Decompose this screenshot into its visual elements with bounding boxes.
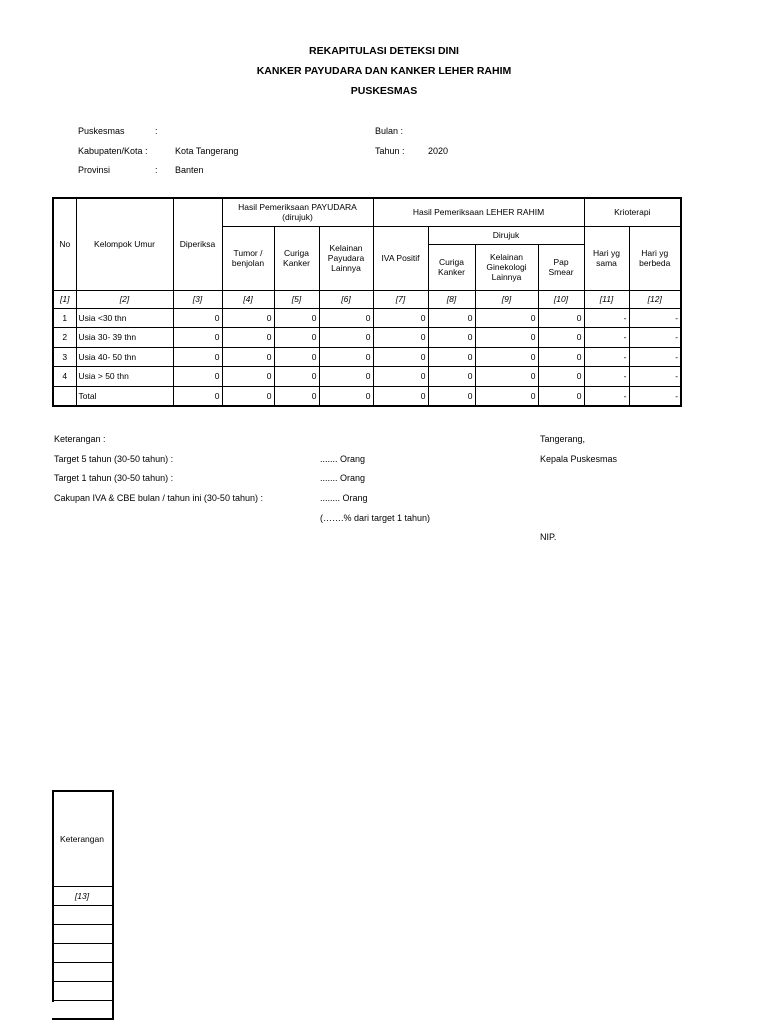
col-number: [11] <box>584 290 629 308</box>
row-cell: 0 <box>538 347 584 367</box>
header-krioterapi: Krioterapi <box>584 198 681 226</box>
row-cell: 0 <box>428 347 475 367</box>
keterangan-table <box>52 790 114 1020</box>
row-cell: 0 <box>222 386 274 406</box>
header-leher-rahim: Hasil Pemeriksaan LEHER RAHIM <box>373 198 584 226</box>
row-cell: 0 <box>475 386 538 406</box>
col-number: [9] <box>475 290 538 308</box>
keterangan-cell <box>52 1000 113 1019</box>
keterangan-row <box>52 1000 113 1019</box>
row-label: Usia > 50 thn <box>76 367 173 387</box>
rekap-table <box>52 197 682 407</box>
row-cell: 0 <box>274 308 319 328</box>
row-label: Usia <30 thn <box>76 308 173 328</box>
cakupan-label: Cakupan IVA & CBE bulan / tahun ini (30-50 tahun) : <box>54 493 263 503</box>
kabupaten-label: Kabupaten/Kota : <box>78 146 148 156</box>
signature-title: Kepala Puskesmas <box>540 454 618 464</box>
row-cell: 0 <box>222 347 274 367</box>
row-cell: - <box>584 367 629 387</box>
row-cell: - <box>629 328 681 348</box>
header-kelompok-umur: Kelompok Umur <box>76 198 173 290</box>
header-payudara: Hasil Pemeriksaan PAYUDARA (dirujuk) <box>222 198 373 226</box>
row-cell: 0 <box>173 328 222 348</box>
row-cell: 0 <box>373 308 428 328</box>
keterangan-row <box>52 905 113 924</box>
signature-city: Tangerang, <box>540 434 586 444</box>
puskesmas-colon: : <box>155 126 158 136</box>
title-line-3: PUSKESMAS <box>350 85 418 97</box>
tahun-value: 2020 <box>428 146 449 156</box>
row-cell: 0 <box>319 386 373 406</box>
row-label: Usia 40- 50 thn <box>76 347 173 367</box>
keterangan-cell <box>52 962 113 981</box>
col-number: [3] <box>173 290 222 308</box>
row-cell: 0 <box>222 328 274 348</box>
puskesmas-label: Puskesmas <box>78 126 125 136</box>
header-hari-berbeda: Hari yg berbeda <box>629 226 681 290</box>
keterangan-row <box>52 981 113 1000</box>
header-kelainan-payudara: Kelainan Payudara Lainnya <box>319 226 373 290</box>
row-cell: 0 <box>319 328 373 348</box>
header-diperiksa: Diperiksa <box>173 198 222 290</box>
row-cell: 0 <box>538 367 584 387</box>
header-curiga-kanker-payudara: Curiga Kanker <box>274 226 319 290</box>
keterangan-row <box>52 943 113 962</box>
header-kelainan-ginekologi: Kelainan Ginekologi Lainnya <box>475 244 538 290</box>
row-cell: 0 <box>173 367 222 387</box>
row-cell: 0 <box>173 347 222 367</box>
header-no: No <box>53 198 76 290</box>
keterangan-header: Keterangan <box>52 791 113 886</box>
signature-nip: NIP. <box>540 532 557 542</box>
keterangan-col-number: [13] <box>52 886 113 905</box>
keterangan-cell <box>52 924 113 943</box>
col-number: [8] <box>428 290 475 308</box>
row-cell: 0 <box>428 367 475 387</box>
header-dirujuk: Dirujuk <box>428 226 584 244</box>
keterangan-cell <box>52 981 113 1000</box>
provinsi-value: Banten <box>175 165 204 175</box>
row-label: Total <box>76 386 173 406</box>
row-cell: 0 <box>538 386 584 406</box>
row-cell: 0 <box>428 308 475 328</box>
row-cell: 0 <box>475 367 538 387</box>
row-cell: 0 <box>475 347 538 367</box>
row-cell: - <box>629 347 681 367</box>
row-cell: 0 <box>373 347 428 367</box>
row-cell: 0 <box>274 328 319 348</box>
table-row <box>53 347 681 367</box>
bulan-label: Bulan : <box>375 126 404 136</box>
keterangan-row <box>52 924 113 943</box>
col-number: [4] <box>222 290 274 308</box>
row-no: 2 <box>53 328 76 348</box>
row-label: Usia 30- 39 thn <box>76 328 173 348</box>
col-number: [2] <box>76 290 173 308</box>
target1-label: Target 1 tahun (30-50 tahun) : <box>54 473 174 483</box>
row-no: 4 <box>53 367 76 387</box>
header-hari-sama: Hari yg sama <box>584 226 629 290</box>
row-cell: 0 <box>319 347 373 367</box>
column-number-row <box>53 290 681 308</box>
keterangan-left-border <box>52 790 54 1002</box>
persen-note: (…….% dari target 1 tahun) <box>320 513 431 523</box>
row-cell: 0 <box>274 386 319 406</box>
row-cell: - <box>584 386 629 406</box>
row-cell: 0 <box>319 367 373 387</box>
keterangan-cell <box>52 943 113 962</box>
keterangan-row <box>52 962 113 981</box>
provinsi-colon: : <box>155 165 158 175</box>
header-iva-positif: IVA Positif <box>373 226 428 290</box>
row-cell: 0 <box>475 308 538 328</box>
header-curiga-kanker-leher: Curiga Kanker <box>428 244 475 290</box>
row-cell: 0 <box>538 308 584 328</box>
target1-value: ....... Orang <box>320 473 366 483</box>
row-cell: - <box>629 367 681 387</box>
row-cell: - <box>584 347 629 367</box>
row-cell: 0 <box>538 328 584 348</box>
col-number: [7] <box>373 290 428 308</box>
table-row <box>53 308 681 328</box>
col-number: [6] <box>319 290 373 308</box>
tahun-label: Tahun : <box>375 146 405 156</box>
table-row <box>53 386 681 406</box>
row-cell: - <box>629 386 681 406</box>
row-cell: - <box>584 328 629 348</box>
row-no: 3 <box>53 347 76 367</box>
row-cell: - <box>629 308 681 328</box>
row-cell: 0 <box>373 386 428 406</box>
col-number: [12] <box>629 290 681 308</box>
table-row <box>53 328 681 348</box>
row-cell: 0 <box>373 328 428 348</box>
col-number: [10] <box>538 290 584 308</box>
header-tumor: Tumor / benjolan <box>222 226 274 290</box>
header-pap-smear: Pap Smear <box>538 244 584 290</box>
row-cell: 0 <box>222 308 274 328</box>
kabupaten-value: Kota Tangerang <box>175 146 239 156</box>
row-cell: 0 <box>274 367 319 387</box>
title-line-2: KANKER PAYUDARA DAN KANKER LEHER RAHIM <box>256 65 512 77</box>
provinsi-label: Provinsi <box>78 165 111 175</box>
cakupan-value: ........ Orang <box>320 493 368 503</box>
row-cell: 0 <box>475 328 538 348</box>
row-cell: 0 <box>428 328 475 348</box>
keterangan-label: Keterangan : <box>54 434 106 444</box>
row-cell: 0 <box>428 386 475 406</box>
row-cell: - <box>584 308 629 328</box>
row-no <box>53 386 76 406</box>
row-cell: 0 <box>274 347 319 367</box>
row-cell: 0 <box>222 367 274 387</box>
row-cell: 0 <box>173 308 222 328</box>
keterangan-cell <box>52 905 113 924</box>
col-number: [1] <box>53 290 76 308</box>
row-no: 1 <box>53 308 76 328</box>
row-cell: 0 <box>319 308 373 328</box>
row-cell: 0 <box>173 386 222 406</box>
col-number: [5] <box>274 290 319 308</box>
title-line-1: REKAPITULASI DETEKSI DINI <box>309 45 459 57</box>
row-cell: 0 <box>373 367 428 387</box>
target5-value: ....... Orang <box>320 454 366 464</box>
target5-label: Target 5 tahun (30-50 tahun) : <box>54 454 174 464</box>
table-row <box>53 367 681 387</box>
